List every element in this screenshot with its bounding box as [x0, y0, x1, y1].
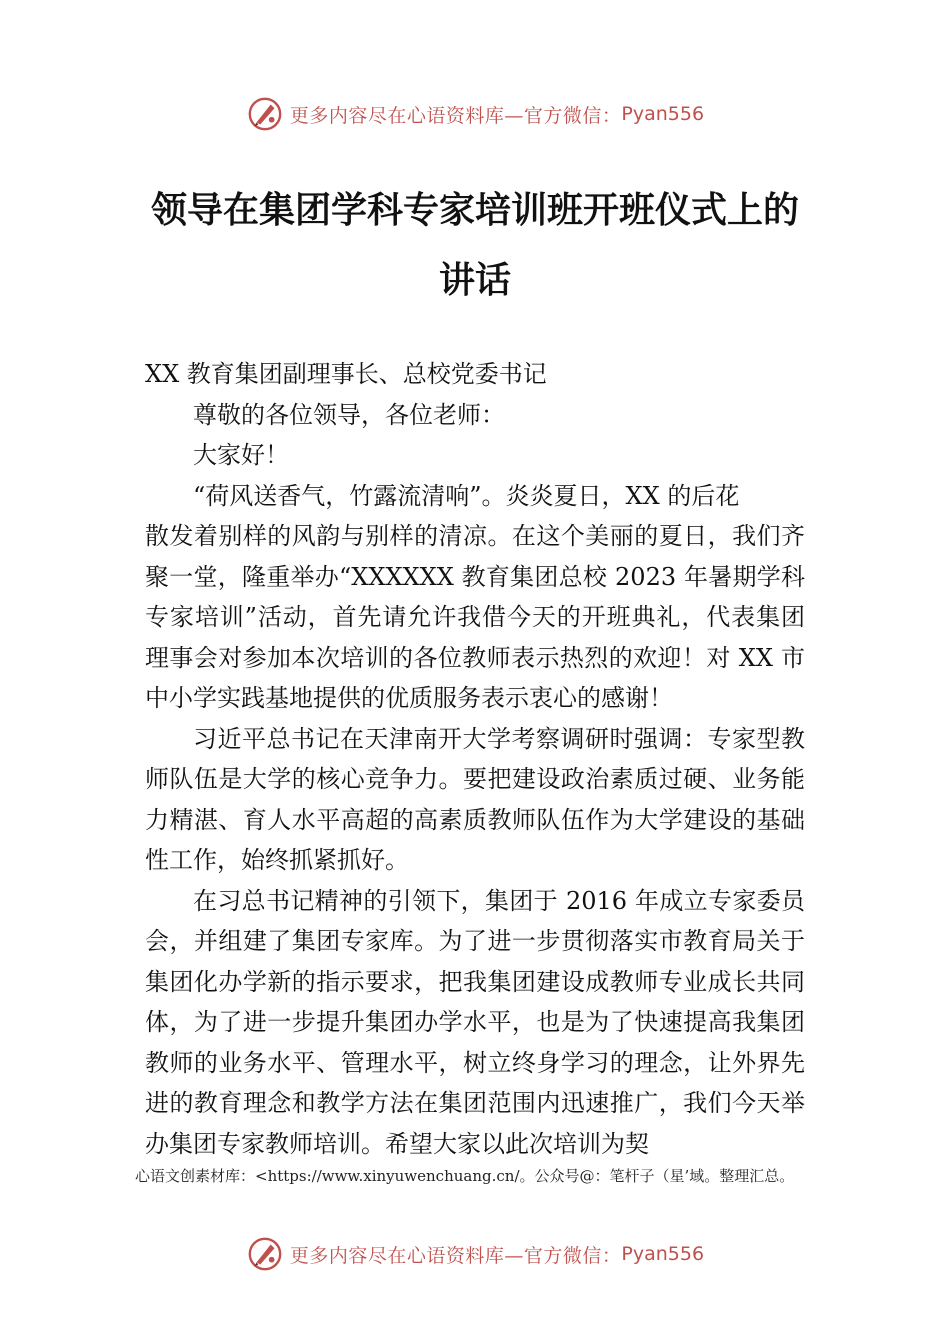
paragraph-2: 习近平总书记在天津南开大学考察调研时强调：专家型教师队伍是大学的核心竞争力。要把建设政治素质过硬、业务能力精湛、育人水平高超的高素质教师队伍作为大学建设的基础性工作，始终抓紧抓好。: [145, 724, 805, 874]
source-note: 心语文创素材库：<https://www.xinyuwenchuang.cn/。公众号@：笔杆子（星’域。整理汇总。: [135, 1167, 795, 1185]
footer-banner: [0, 1232, 950, 1276]
banner-wechat-id: Pyan556: [621, 1243, 705, 1265]
header-banner: [0, 92, 950, 136]
greeting: 大家好！: [193, 441, 289, 469]
title-line-1: 领导在集团学科专家培训班开班仪式上的: [150, 189, 799, 231]
title-line-2: 讲话: [438, 259, 511, 301]
banner-wechat-id: Pyan556: [621, 103, 705, 125]
banner-text: 更多内容尽在心语资料库—官方微信：: [289, 104, 622, 127]
banner-text: 更多内容尽在心语资料库—官方微信：: [289, 1244, 622, 1267]
paragraph-1-continued: 散发着别样的风韵与别样的清凉。在这个美丽的夏日，我们齐聚一堂，隆重举办“XXXXXX 教育集团总校 2023 年暑期学科专家培训”活动，首先请允许我借今天的开班典礼，代表集团理事会对参加本次培训的各位教师表示热烈的欢迎！对 XX 市中小学实践基地提供的优质服务表示衷心的感谢！: [145, 522, 805, 712]
salutation: 尊敬的各位领导，各位老师：: [193, 400, 505, 429]
pen-circle-logo-icon: [246, 1235, 284, 1273]
paragraph-3: 在习总书记精神的引领下，集团于 2016 年成立专家委员会，并组建了集团专家库。为了进一步贯彻落实市教育局关于集团化办学新的指示要求，把我集团建设成教师专业成长共同体，为了进一步提升集团办学水平，也是为了快速提高我集团教师的业务水平、管理水平，树立终身学习的理念，让外界先进的教育理念和教学方法在集团范围内迅速推广，我们今天举办集团专家教师培训。希望大家以此次培训为契: [145, 886, 805, 1158]
paragraph-1-opening: “荷风送香气，竹露流清响”。炎炎夏日，XX 的后花: [193, 481, 740, 510]
page-title: [120, 175, 830, 315]
pen-circle-logo-icon: [246, 95, 284, 133]
document-body: [145, 354, 805, 1164]
speaker-line: XX 教育集团副理事长、总校党委书记: [145, 360, 547, 388]
